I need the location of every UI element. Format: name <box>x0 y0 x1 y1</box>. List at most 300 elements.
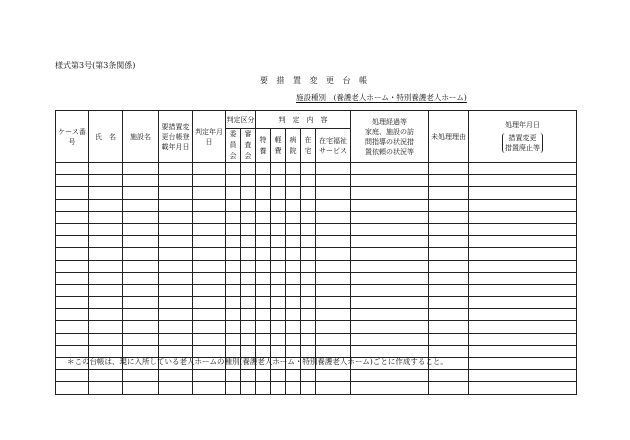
table-cell <box>271 175 286 187</box>
table-cell <box>241 260 256 272</box>
header-content-light-fee: 軽費 <box>271 129 286 163</box>
table-cell <box>159 248 193 260</box>
table-cell <box>316 260 351 272</box>
table-row <box>56 223 577 235</box>
table-cell <box>429 199 469 211</box>
table-cell <box>271 321 286 333</box>
table-cell <box>286 236 301 248</box>
table-cell <box>256 272 271 284</box>
table-cell <box>271 284 286 296</box>
table-cell <box>429 163 469 175</box>
table-cell <box>316 211 351 223</box>
table-cell <box>469 382 577 394</box>
table-cell <box>429 175 469 187</box>
table-cell <box>89 163 123 175</box>
header-facility-name: 施設名 <box>123 111 159 163</box>
table-cell <box>89 260 123 272</box>
table-cell <box>271 382 286 394</box>
table-cell <box>301 175 316 187</box>
table-cell <box>286 211 301 223</box>
table-row <box>56 248 577 260</box>
table-cell <box>351 321 429 333</box>
table-cell <box>316 236 351 248</box>
table-cell <box>241 175 256 187</box>
table-cell <box>351 284 429 296</box>
table-cell <box>316 199 351 211</box>
table-cell <box>429 236 469 248</box>
table-row <box>56 260 577 272</box>
table-cell <box>301 297 316 309</box>
table-cell <box>241 370 256 382</box>
table-cell <box>316 309 351 321</box>
table-cell <box>286 223 301 235</box>
table-cell <box>56 248 89 260</box>
table-cell <box>226 309 241 321</box>
table-cell <box>159 187 193 199</box>
progress-line-3: 問指導の状況措 <box>365 137 414 146</box>
table-cell <box>123 211 159 223</box>
table-cell <box>351 333 429 345</box>
table-cell <box>123 382 159 394</box>
table-row <box>56 187 577 199</box>
table-cell <box>159 175 193 187</box>
table-cell <box>286 370 301 382</box>
table-cell <box>241 333 256 345</box>
table-cell <box>301 199 316 211</box>
table-cell <box>193 382 226 394</box>
table-cell <box>193 248 226 260</box>
measure-change-bracket <box>502 133 543 153</box>
table-cell <box>226 260 241 272</box>
table-cell <box>226 163 241 175</box>
table-cell <box>469 309 577 321</box>
table-cell <box>469 236 577 248</box>
table-cell <box>226 321 241 333</box>
table-cell <box>286 199 301 211</box>
table-cell <box>256 223 271 235</box>
header-name: 氏 名 <box>89 111 123 163</box>
table-cell <box>56 163 89 175</box>
table-cell <box>56 187 89 199</box>
table-cell <box>429 370 469 382</box>
table-cell <box>89 297 123 309</box>
table-cell <box>286 333 301 345</box>
table-cell <box>271 333 286 345</box>
table-cell <box>123 175 159 187</box>
table-cell <box>193 187 226 199</box>
table-cell <box>271 199 286 211</box>
table-cell <box>429 272 469 284</box>
table-cell <box>226 187 241 199</box>
header-case-number: ケース番号 <box>56 111 89 163</box>
table-cell <box>429 223 469 235</box>
table-cell <box>429 333 469 345</box>
table-cell <box>56 260 89 272</box>
table-cell <box>123 260 159 272</box>
table-cell <box>351 260 429 272</box>
table-cell <box>301 321 316 333</box>
table-cell <box>469 333 577 345</box>
table-cell <box>56 309 89 321</box>
table-row <box>56 284 577 296</box>
table-cell <box>241 211 256 223</box>
table-row <box>56 309 577 321</box>
table-cell <box>241 163 256 175</box>
table-cell <box>301 382 316 394</box>
table-cell <box>56 284 89 296</box>
table-cell <box>241 321 256 333</box>
header-decision-content: 判 定 内 容 <box>256 111 351 129</box>
table-row <box>56 211 577 223</box>
table-cell <box>159 309 193 321</box>
table-cell <box>351 297 429 309</box>
table-cell <box>271 309 286 321</box>
table-cell <box>271 297 286 309</box>
table-cell <box>226 175 241 187</box>
table-cell <box>469 260 577 272</box>
header-decision-date: 判定年月日 <box>193 111 226 163</box>
table-cell <box>89 272 123 284</box>
table-cell <box>256 199 271 211</box>
table-cell <box>301 223 316 235</box>
header-progress <box>351 111 429 163</box>
table-cell <box>226 272 241 284</box>
change-ledger-table <box>55 110 577 395</box>
table-cell <box>123 333 159 345</box>
table-cell <box>351 382 429 394</box>
table-cell <box>56 370 89 382</box>
header-processing-date <box>469 111 577 163</box>
table-cell <box>469 163 577 175</box>
table-cell <box>193 321 226 333</box>
form-number: 様式第3号(第3条関係) <box>55 61 136 70</box>
table-cell <box>469 345 577 357</box>
table-cell <box>316 333 351 345</box>
table-cell <box>271 211 286 223</box>
table-cell <box>56 333 89 345</box>
table-cell <box>286 297 301 309</box>
table-cell <box>193 163 226 175</box>
table-cell <box>301 163 316 175</box>
table-cell <box>241 199 256 211</box>
table-cell <box>226 248 241 260</box>
measure-change-line-1: 措置変更 <box>508 134 537 142</box>
table-cell <box>241 223 256 235</box>
table-row <box>56 333 577 345</box>
header-registered-date: 要措置変更台帳登載年月日 <box>159 111 193 163</box>
table-cell <box>301 236 316 248</box>
table-cell <box>89 175 123 187</box>
header-content-hospital: 病院 <box>286 129 301 163</box>
table-cell <box>316 248 351 260</box>
table-cell <box>123 309 159 321</box>
table-cell <box>56 297 89 309</box>
table-cell <box>241 248 256 260</box>
table-cell <box>286 260 301 272</box>
facility-type-line: 施設種別 (養護老人ホーム・特別養護老人ホーム) <box>296 93 467 102</box>
table-cell <box>193 199 226 211</box>
table-cell <box>316 163 351 175</box>
table-row <box>56 163 577 175</box>
table-cell <box>159 272 193 284</box>
table-cell <box>89 236 123 248</box>
table-cell <box>226 297 241 309</box>
table-cell <box>256 236 271 248</box>
table-cell <box>256 260 271 272</box>
table-row <box>56 236 577 248</box>
table-cell <box>301 272 316 284</box>
table-cell <box>351 175 429 187</box>
table-cell <box>351 211 429 223</box>
table-cell <box>256 309 271 321</box>
table-cell <box>429 297 469 309</box>
table-row <box>56 297 577 309</box>
table-cell <box>226 223 241 235</box>
table-cell <box>286 187 301 199</box>
table-cell <box>159 333 193 345</box>
table-row <box>56 321 577 333</box>
table-cell <box>469 370 577 382</box>
table-row <box>56 272 577 284</box>
table-cell <box>316 370 351 382</box>
table-cell <box>316 382 351 394</box>
table-cell <box>316 321 351 333</box>
table-cell <box>89 223 123 235</box>
table-cell <box>193 236 226 248</box>
table-cell <box>469 297 577 309</box>
table-cell <box>159 382 193 394</box>
table-cell <box>123 223 159 235</box>
table-cell <box>56 175 89 187</box>
table-cell <box>316 284 351 296</box>
measure-change-line-2: 措置廃止等 <box>505 144 540 152</box>
table-cell <box>301 333 316 345</box>
table-cell <box>271 223 286 235</box>
table-cell <box>159 284 193 296</box>
table-cell <box>271 187 286 199</box>
table-cell <box>123 163 159 175</box>
table-cell <box>286 248 301 260</box>
table-cell <box>469 199 577 211</box>
table-cell <box>469 223 577 235</box>
header-division-committee: 委員会 <box>226 129 241 163</box>
table-cell <box>316 223 351 235</box>
table-row <box>56 382 577 394</box>
table-cell <box>123 284 159 296</box>
table-cell <box>351 187 429 199</box>
table-cell <box>316 272 351 284</box>
footnote: ＊この台帳は、現に入所している老人ホームの種別(養護老人ホーム・特別養護老人ホーム)ごとに作成すること。 <box>67 357 448 366</box>
table-cell <box>286 284 301 296</box>
table-cell <box>271 272 286 284</box>
table-cell <box>301 187 316 199</box>
table-cell <box>429 284 469 296</box>
table-cell <box>469 211 577 223</box>
table-cell <box>159 297 193 309</box>
table-cell <box>469 321 577 333</box>
table-cell <box>469 284 577 296</box>
table-cell <box>226 370 241 382</box>
table-cell <box>429 248 469 260</box>
table-cell <box>159 321 193 333</box>
table-cell <box>193 309 226 321</box>
table-cell <box>56 382 89 394</box>
table-row <box>56 199 577 211</box>
header-unprocessed-reason: 未処理理由 <box>429 111 469 163</box>
table-cell <box>469 175 577 187</box>
table-cell <box>351 272 429 284</box>
table-cell <box>159 211 193 223</box>
table-cell <box>351 248 429 260</box>
table-cell <box>89 370 123 382</box>
table-cell <box>241 382 256 394</box>
table-cell <box>469 187 577 199</box>
table-cell <box>469 272 577 284</box>
table-cell <box>56 199 89 211</box>
header-division-council: 審査会 <box>241 129 256 163</box>
table-cell <box>286 175 301 187</box>
table-cell <box>89 187 123 199</box>
table-cell <box>226 333 241 345</box>
table-cell <box>123 187 159 199</box>
table-cell <box>193 223 226 235</box>
table-cell <box>159 163 193 175</box>
header-content-home-welfare: 在宅福祉サービス <box>316 129 351 163</box>
table-cell <box>301 284 316 296</box>
table-cell <box>351 223 429 235</box>
table-cell <box>256 175 271 187</box>
table-cell <box>286 309 301 321</box>
table-cell <box>226 211 241 223</box>
table-cell <box>123 297 159 309</box>
table-cell <box>301 211 316 223</box>
table-cell <box>226 236 241 248</box>
table-cell <box>429 321 469 333</box>
progress-line-1: 処理経過等 <box>372 117 407 126</box>
table-cell <box>351 199 429 211</box>
table-cell <box>123 370 159 382</box>
table-cell <box>226 284 241 296</box>
table-cell <box>193 211 226 223</box>
table-cell <box>56 272 89 284</box>
table-cell <box>316 175 351 187</box>
table-row <box>56 370 577 382</box>
table-cell <box>123 248 159 260</box>
table-cell <box>89 382 123 394</box>
table-cell <box>429 211 469 223</box>
table-cell <box>123 272 159 284</box>
progress-line-4: 置依頼の状況等 <box>365 147 414 156</box>
table-cell <box>159 260 193 272</box>
table-cell <box>469 248 577 260</box>
table-cell <box>89 199 123 211</box>
table-cell <box>226 382 241 394</box>
table-cell <box>286 272 301 284</box>
table-cell <box>256 370 271 382</box>
table-cell <box>301 309 316 321</box>
table-cell <box>193 297 226 309</box>
table-cell <box>89 211 123 223</box>
progress-line-2: 家庭、施設の訪 <box>365 127 414 136</box>
table-cell <box>256 187 271 199</box>
table-cell <box>159 370 193 382</box>
table-cell <box>123 236 159 248</box>
table-cell <box>241 284 256 296</box>
table-cell <box>193 284 226 296</box>
table-cell <box>316 187 351 199</box>
table-cell <box>429 260 469 272</box>
table-cell <box>256 333 271 345</box>
table-cell <box>89 321 123 333</box>
table-cell <box>241 236 256 248</box>
table-cell <box>271 236 286 248</box>
table-cell <box>301 248 316 260</box>
table-cell <box>271 260 286 272</box>
table-cell <box>241 272 256 284</box>
table-cell <box>351 236 429 248</box>
table-cell <box>193 175 226 187</box>
header-content-special-care: 特養 <box>256 129 271 163</box>
table-cell <box>56 223 89 235</box>
table-cell <box>241 309 256 321</box>
table-cell <box>159 236 193 248</box>
table-cell <box>256 321 271 333</box>
table-cell <box>193 272 226 284</box>
table-cell <box>301 370 316 382</box>
table-cell <box>271 248 286 260</box>
table-cell <box>256 248 271 260</box>
table-cell <box>286 163 301 175</box>
header-content-home: 在宅 <box>301 129 316 163</box>
table-cell <box>256 382 271 394</box>
table-cell <box>241 187 256 199</box>
table-cell <box>469 358 577 370</box>
table-cell <box>256 163 271 175</box>
table-cell <box>89 309 123 321</box>
table-cell <box>256 284 271 296</box>
table-cell <box>226 199 241 211</box>
table-cell <box>56 321 89 333</box>
table-cell <box>89 284 123 296</box>
document-title: 要 措 置 変 更 台 帳 <box>259 76 371 85</box>
table-cell <box>429 309 469 321</box>
table-cell <box>429 187 469 199</box>
table-cell <box>193 260 226 272</box>
table-cell <box>193 370 226 382</box>
table-cell <box>316 297 351 309</box>
table-cell <box>123 321 159 333</box>
table-cell <box>271 370 286 382</box>
table-cell <box>351 309 429 321</box>
table-cell <box>89 248 123 260</box>
table-cell <box>256 211 271 223</box>
table-cell <box>159 223 193 235</box>
table-cell <box>286 321 301 333</box>
table-cell <box>123 199 159 211</box>
table-cell <box>351 370 429 382</box>
table-cell <box>286 382 301 394</box>
table-cell <box>256 297 271 309</box>
processing-date-label: 処理年月日 <box>505 121 540 129</box>
table-cell <box>271 163 286 175</box>
table-row <box>56 175 577 187</box>
table-cell <box>56 236 89 248</box>
table-cell <box>241 297 256 309</box>
table-cell <box>56 211 89 223</box>
table-cell <box>159 199 193 211</box>
table-cell <box>301 260 316 272</box>
table-cell <box>351 163 429 175</box>
